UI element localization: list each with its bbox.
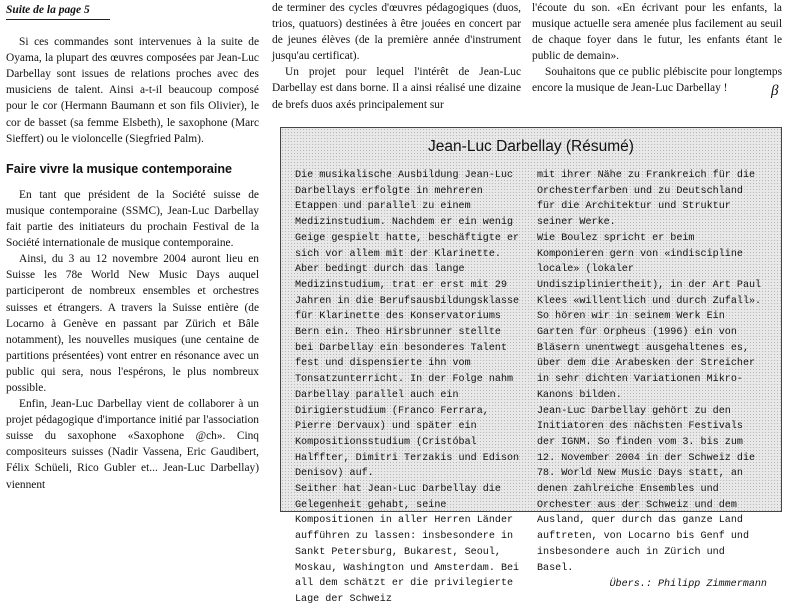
- summary-column-right: [537, 168, 767, 608]
- summary-paragraph: Seither hat Jean-Luc Darbellay die Gelegenheit gehabt, seine Kompositionen in aller Herren Länder aufführen zu lassen: insbesondere in Sankt Petersburg, Bukarest, Seoul, Moskau, Washington und Amsterdam. Bei all dem schätzt er die privilegierte Lage der Schweiz: [295, 484, 520, 605]
- article-column-3: [532, 0, 782, 97]
- summary-title: Jean-Luc Darbellay (Résumé): [428, 138, 634, 155]
- summary-paragraph: Wie Boulez spricht er beim Komponieren gern von «indiscipline locale» (lokaler Undiszipliniertheit), in der Art Paul Klees «willentlich und durch Zufall». So hören wir in seinem Werk Ein Garten für Orpheus (1996) ein von Bläsern unentwegt ausgehaltenes es, über dem die Arabesken der Streicher in sehr dichten Variationen Mikro-Kanons bilden.: [537, 232, 762, 401]
- translator-credit: Übers.: Philipp Zimmermann: [609, 579, 767, 591]
- summary-paragraph: Jean-Luc Darbellay gehört zu den Initiatoren des nächsten Festivals der IGNM. So finden vom 3. bis zum 12. November 2004 in der Schweiz die 78. World New Music Days statt, an denen zahlreiche Ensembles und Orchester aus der Schweiz und dem Ausland, quer durch das ganze Land auftreten, von Locarno bis Genf und insbesondere auch in Zürich und Basel.: [537, 405, 756, 574]
- paragraph: de terminer des cycles d'œuvres pédagogiques (duos, trios, quatuors) destinées à être jouées en concert par de jeunes élèves (de la première année d'instrument jusqu'au certificat).: [272, 2, 521, 63]
- paragraph: Enfin, Jean-Luc Darbellay vient de collaborer à un projet pédagogique d'importance initié par l'association suisse du saxophone «Saxophone @ch». Cinq compositeurs suisses (Nadir Vassena, Eric Gaudibert, Félix Schüeli, Rico Gubler et... Jean-Luc Darbellay) viennent: [6, 398, 259, 491]
- paragraph: Si ces commandes sont intervenues à la suite de Oyama, la plupart des œuvres composées par Jean-Luc Darbellay sont issues de relations proches avec des musiciens de talent. Ainsi a-t-il beaucoup composé pour le cor (Hermann Baumann et son fils Olivier), le cor de basset (sa femme Elsbeth), le saxophone (Marc Sieffert) ou le violoncelle (Siegfried Palm).: [6, 36, 259, 145]
- paragraph: Souhaitons que ce public plébiscite pour longtemps encore la musique de Jean-Luc Darbellay !: [532, 66, 782, 95]
- paragraph: Un projet pour lequel l'intérêt de Jean-Luc Darbellay est dans borne. Il a ainsi réalisé une dizaine de brefs duos axés principalement sur: [272, 66, 521, 111]
- article-column-1: [6, 0, 259, 493]
- continued-from-label: Suite de la page 5: [6, 2, 110, 20]
- end-of-article-mark: β: [771, 83, 779, 99]
- article-column-2: [272, 0, 521, 113]
- paragraph: En tant que président de la Société suisse de musique contemporaine (SSMC), Jean-Luc Darbellay fait partie des initiateurs du prochain Festival de la Société internationale de musique contemporaine.: [6, 188, 259, 250]
- summary-box: [280, 127, 782, 605]
- summary-column-left: [295, 168, 525, 608]
- summary-paragraph: mit ihrer Nähe zu Frankreich für die Orchesterfarben und zu Deutschland für die Architektur und Struktur seiner Werke.: [537, 170, 756, 229]
- section-heading: Faire vivre la musique contemporaine: [6, 161, 233, 176]
- paragraph: Ainsi, du 3 au 12 novembre 2004 auront lieu en Suisse les 78e World New Music Days auquel participeront de nombreux ensembles et orchestres suisses et étrangers. A travers la Suisse entière (de Locarno à Genève en passant par Zürich et Bâle notamment), les nouvelles musiques (une centaine de partitions présentées) vont entrer en résonance avec un public qui sera, nous l'espérons, le plus nombreux possible.: [6, 253, 259, 394]
- paragraph: l'écoute du son. «En écrivant pour les enfants, la musique actuelle sera amenée plus facilement au seuil de chaque foyer dans le futur, les enfants étant le public de demain».: [532, 2, 782, 63]
- summary-paragraph: Die musikalische Ausbildung Jean-Luc Darbellays erfolgte in mehreren Etappen und parallel zu einem Medizinstudium. Nachdem er ein wenig Geige gespielt hatte, beschäftigte er sich vor allem mit der Klarinette. Aber bedingt durch das lange Medizinstudium, trat er erst mit 29 Jahren in die Berufsausbildungsklasse für Klarinette des Konservatoriums Bern ein. Theo Hirsbrunner stellte bei Darbellay ein besonderes Talent fest und dispensierte ihn vom Tonsatzunterricht. In der Folge nahm Darbellay parallel auch ein Dirigierstudium (Franco Ferrara, Pierre Dervaux) und später ein Kompositionsstudium (Cristóbal Halffter, Dimitri Terzakis und Edison Denisov) auf.: [295, 170, 520, 480]
